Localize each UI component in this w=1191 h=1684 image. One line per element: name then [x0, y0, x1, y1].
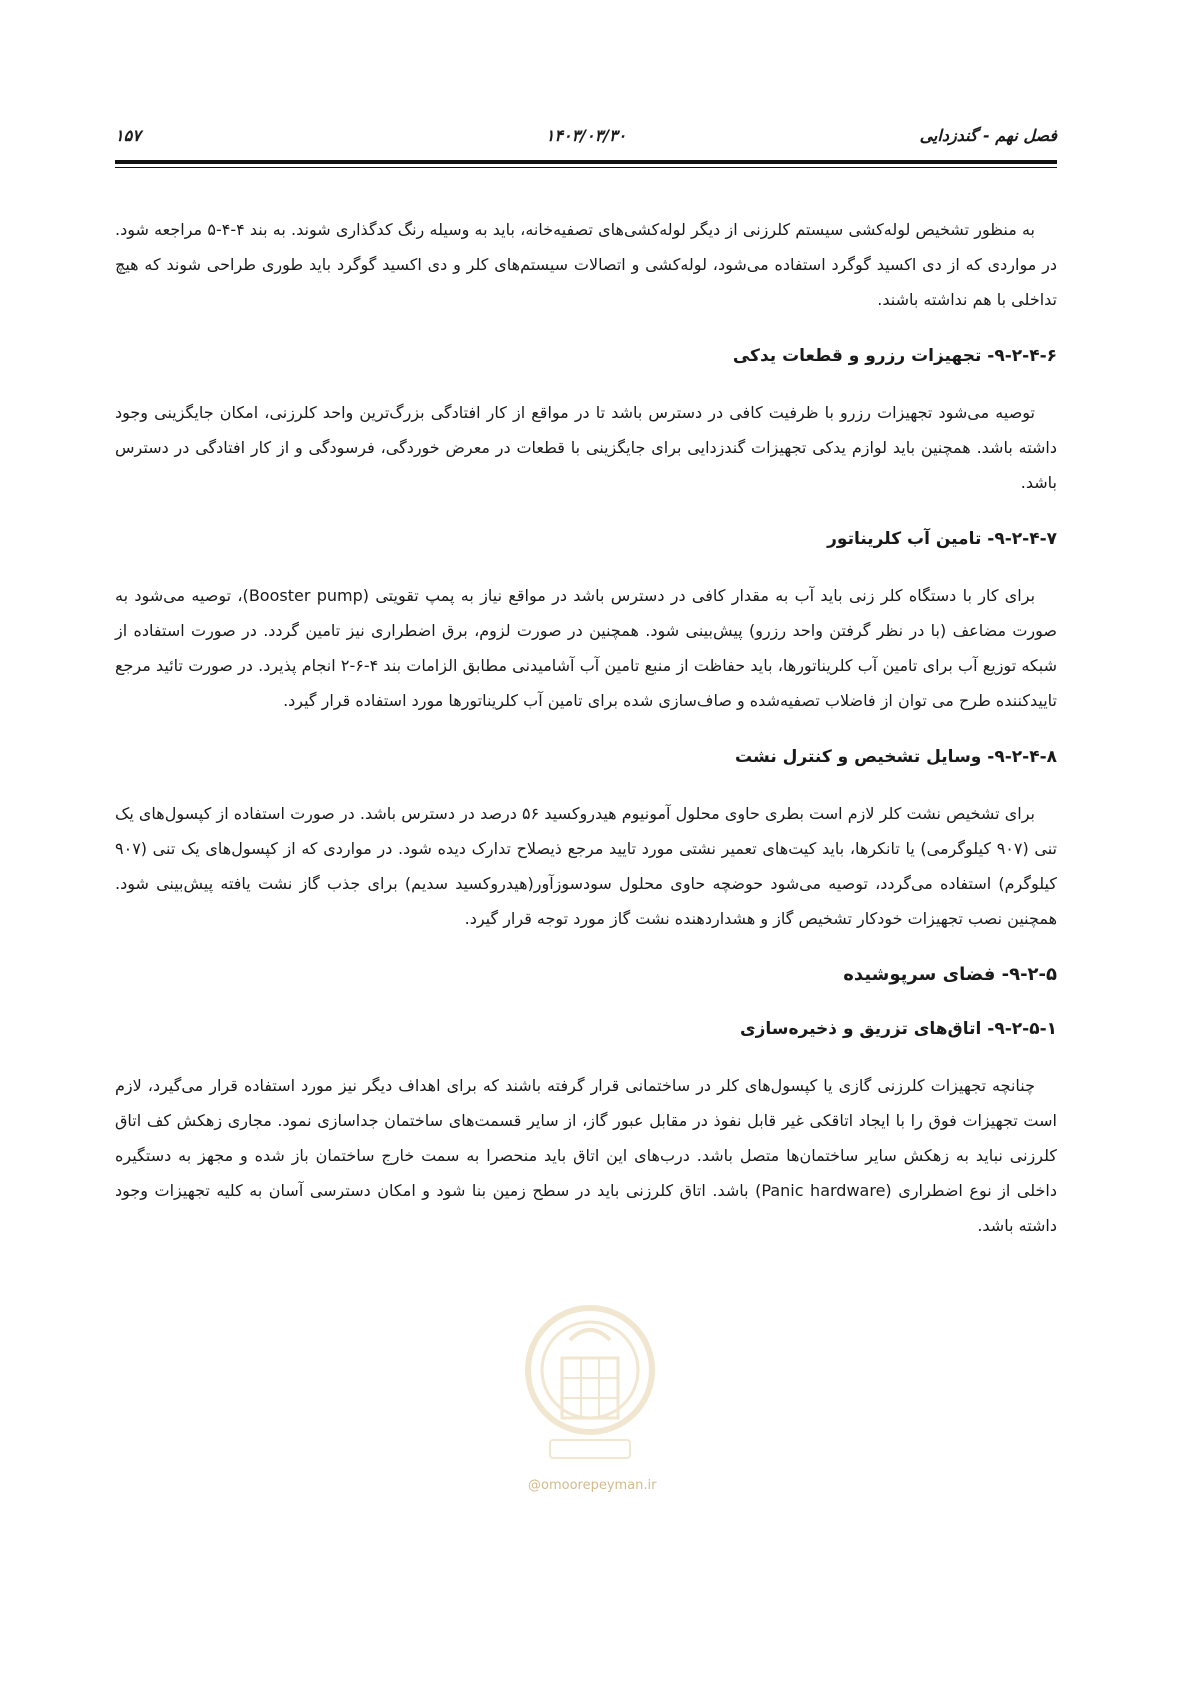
- watermark-text: @omoorepeyman.ir: [528, 1478, 657, 1493]
- section-heading-indoor-space: ۹-۲-۵- فضای سرپوشیده: [843, 964, 1057, 985]
- header-rule-thick: [115, 160, 1057, 164]
- header-date: ۱۴۰۳/۰۳/۳۰: [545, 126, 627, 145]
- section-heading-leak-detection: ۹-۲-۴-۸- وسایل تشخیص و کنترل نشت: [735, 747, 1057, 767]
- section-heading-spare-equipment: ۹-۲-۴-۶- تجهیزات رزرو و قطعات یدکی: [732, 346, 1057, 366]
- header-rule-thin: [115, 167, 1057, 168]
- paragraph-spare-equipment: توصیه می‌شود تجهیزات رزرو با ظرفیت کافی در دسترس باشد تا در مواقع از کار افتادگی بزرگ‌ترین واحد کلرزنی، امکان جایگزینی وجود داشته باشد. همچنین باید لوازم یدکی تجهیزات گندزدایی برای جایگزینی با قطعات در معرض خوردگی، فرسودگی و از کار افتادگی در دسترس باشد.: [115, 403, 1057, 492]
- body-content: [115, 212, 1057, 1267]
- running-header: [115, 126, 1057, 152]
- paragraph-chlorinator-water: برای کار با دستگاه کلر زنی باید آب به مقدار کافی در دسترس باشد در مواقع نیاز به پمپ تقویتی (Booster pump)، توصیه می‌شود به صورت مضاعف (با در نظر گرفتن واحد رزرو) پیش‌بینی شود. همچنین در صورت لزوم، برق اضطراری نیز تامین گردد. در صورت استفاده از شبکه توزیع آب برای تامین آب کلریناتورها، باید حفاظت از منبع تامین آب آشامیدنی مطابق الزامات بند ۴-۶-۲ انجام پذیرد. در صورت تائید مرجع تاییدکننده طرح می توان از فاضلاب تصفیه‌شده و صاف‌سازی شده برای تامین آب کلریناتورها مورد استفاده قرار گیرد.: [115, 586, 1057, 710]
- page-number: ۱۵۷: [115, 126, 141, 145]
- watermark-logo: [520, 1300, 660, 1475]
- section-heading-chlorinator-water: ۹-۲-۴-۷- تامین آب کلریناتور: [827, 529, 1057, 549]
- paragraph-color-coding: به منظور تشخیص لوله‌کشی سیستم کلرزنی از دیگر لوله‌کشی‌های تصفیه‌خانه، باید به وسیله رنگ کدگذاری شوند. به بند ۴-۴-۵ مراجعه شود. در مواردی که از دی اکسید گوگرد استفاده می‌شود، لوله‌کشی و اتصالات سیستم‌های کلر و دی اکسید گوگرد باید طوری طراحی شوند که هیچ تداخلی با هم نداشته باشند.: [115, 220, 1057, 309]
- chapter-title: فصل نهم - گندزدایی: [919, 126, 1057, 145]
- paragraph-feed-storage-rooms: چنانچه تجهیزات کلرزنی گازی یا کپسول‌های کلر در ساختمانی قرار گرفته باشند که برای اهداف دیگر نیز مورد استفاده قرار می‌گیرد، لازم است تجهیزات فوق را با ایجاد اتاقکی غیر قابل نفوذ در مقابل عبور گاز، از سایر قسمت‌های ساختمان جداسازی نمود. مجاری زهکش کف اتاق کلرزنی نباید به زهکش سایر ساختمان‌ها متصل باشد. درب‌های این اتاق باید منحصرا به سمت خارج ساختمان باز شده و مجهز به دستگیره داخلی از نوع اضطراری (Panic hardware) باشد. اتاق کلرزنی باید در سطح زمین بنا شود و امکان دسترسی آسان به کلیه تجهیزات وجود داشته باشد.: [115, 1076, 1058, 1235]
- section-heading-feed-storage-rooms: ۹-۲-۵-۱- اتاق‌های تزریق و ذخیره‌سازی: [740, 1019, 1057, 1039]
- paragraph-leak-detection: برای تشخیص نشت کلر لازم است بطری حاوی محلول آمونیوم هیدروکسید ۵۶ درصد در دسترس باشد. در صورت استفاده از کپسول‌های یک تنی (۹۰۷ کیلوگرمی) یا تانکرها، باید کیت‌های تعمیر نشتی مورد تایید مرجع ذیصلاح تدارک دیده شود. در مواردی که از کپسول‌های یک تنی (۹۰۷ کیلوگرم) استفاده می‌گردد، توصیه می‌شود حوضچه حاوی محلول سودسوزآور(هیدروکسید سدیم) برای جذب گاز نشت یافته پیش‌بینی شود. همچنین نصب تجهیزات خودکار تشخیص گاز و هشداردهنده نشت گاز مورد توجه قرار گیرد.: [115, 804, 1058, 928]
